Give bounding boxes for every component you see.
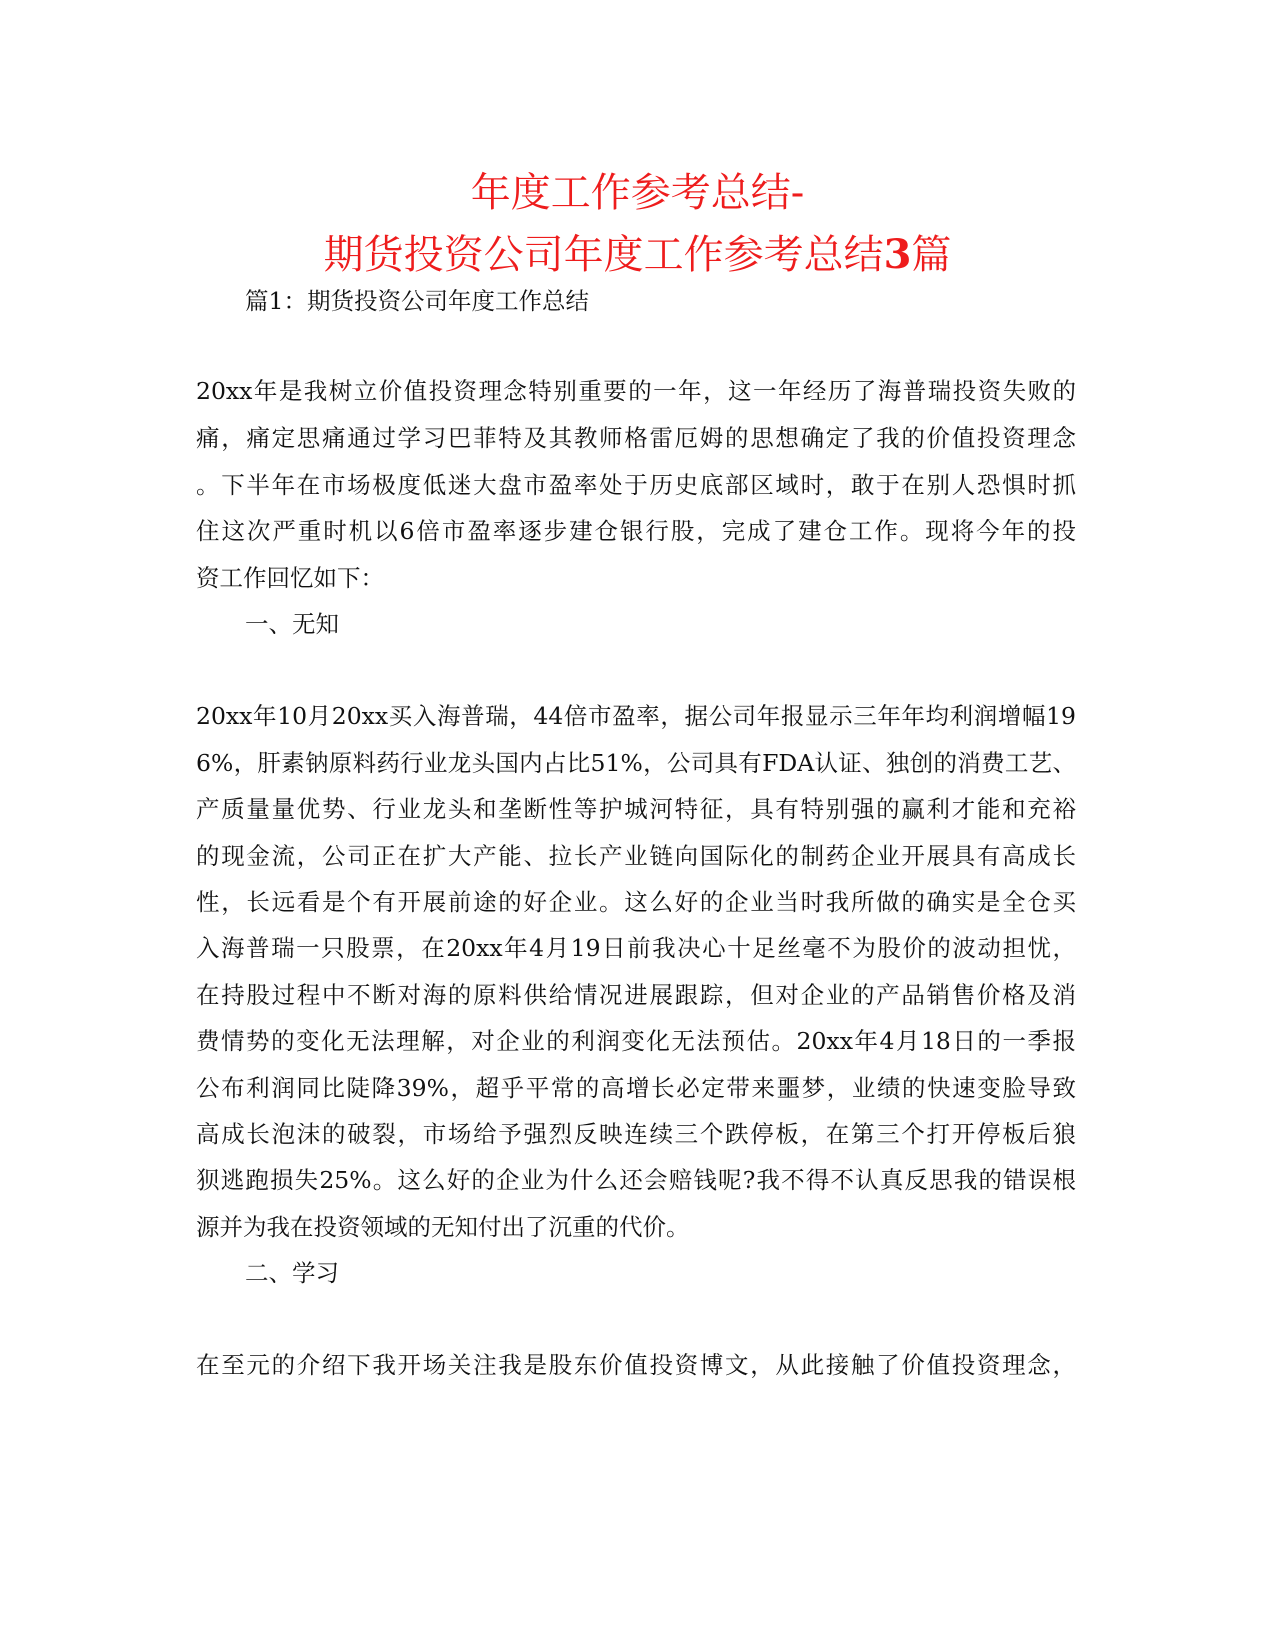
paragraph-line: 在至元的介绍下我开场关注我是股东价值投资博文，从此接触了价值投资理念，: [196, 1351, 1076, 1379]
document-title-line-2: [0, 227, 1275, 283]
paragraph-line: 。下半年在市场极度低迷大盘市盈率处于历史底部区域时，敢于在别人恐惧时抓: [196, 471, 1076, 499]
subheading-learning: 二、学习: [245, 1259, 339, 1287]
paragraph-line: 性，长远看是个有开展前途的好企业。这么好的企业当时我所做的确实是全仓买: [196, 888, 1076, 916]
paragraph-line: 狈逃跑损失25%。这么好的企业为什么还会赔钱呢?我不得不认真反思我的错误根: [196, 1166, 1076, 1194]
paragraph-line: 在持股过程中不断对海的原料供给情况进展跟踪，但对企业的产品销售价格及消: [196, 981, 1076, 1009]
title-suffix: 篇: [911, 232, 952, 278]
paragraph-line: 费情势的变化无法理解，对企业的利润变化无法预估。20xx年4月18日的一季报: [196, 1027, 1076, 1055]
paragraph-line: 入海普瑞一只股票，在20xx年4月19日前我决心十足丝毫不为股价的波动担忧，: [196, 934, 1076, 962]
paragraph-line: 资工作回忆如下：: [196, 564, 384, 592]
paragraph-line: 高成长泡沫的破裂，市场给予强烈反映连续三个跌停板，在第三个打开停板后狼: [196, 1120, 1076, 1148]
paragraph-line: 住这次严重时机以6倍市盈率逐步建仓银行股，完成了建仓工作。现将今年的投: [196, 517, 1076, 545]
section-heading: 篇1：期货投资公司年度工作总结: [245, 287, 589, 315]
subheading-ignorance: 一、无知: [245, 610, 339, 638]
paragraph-line: 6%，肝素钠原料药行业龙头国内占比51%，公司具有FDA认证、独创的消费工艺、: [196, 749, 1076, 777]
document-title-line-1: 年度工作参考总结-: [470, 170, 805, 216]
title-count: 3: [883, 231, 912, 278]
paragraph-line: 产质量量优势、行业龙头和垄断性等护城河特征，具有特别强的赢利才能和充裕: [196, 795, 1076, 823]
paragraph-line: 20xx年10月20xx买入海普瑞，44倍市盈率，据公司年报显示三年年均利润增幅19: [196, 702, 1076, 730]
paragraph-line: 源并为我在投资领域的无知付出了沉重的代价。: [196, 1213, 690, 1241]
paragraph-line: 公布利润同比陡降39%，超乎平常的高增长必定带来噩梦，业绩的快速变脸导致: [196, 1074, 1076, 1102]
paragraph-line: 20xx年是我树立价值投资理念特别重要的一年，这一年经历了海普瑞投资失败的: [196, 377, 1076, 405]
title-main-text: 期货投资公司年度工作参考总结: [323, 232, 884, 278]
paragraph-line: 的现金流，公司正在扩大产能、拉长产业链向国际化的制药企业开展具有高成长: [196, 842, 1076, 870]
paragraph-line: 痛，痛定思痛通过学习巴菲特及其教师格雷厄姆的思想确定了我的价值投资理念: [196, 424, 1076, 452]
